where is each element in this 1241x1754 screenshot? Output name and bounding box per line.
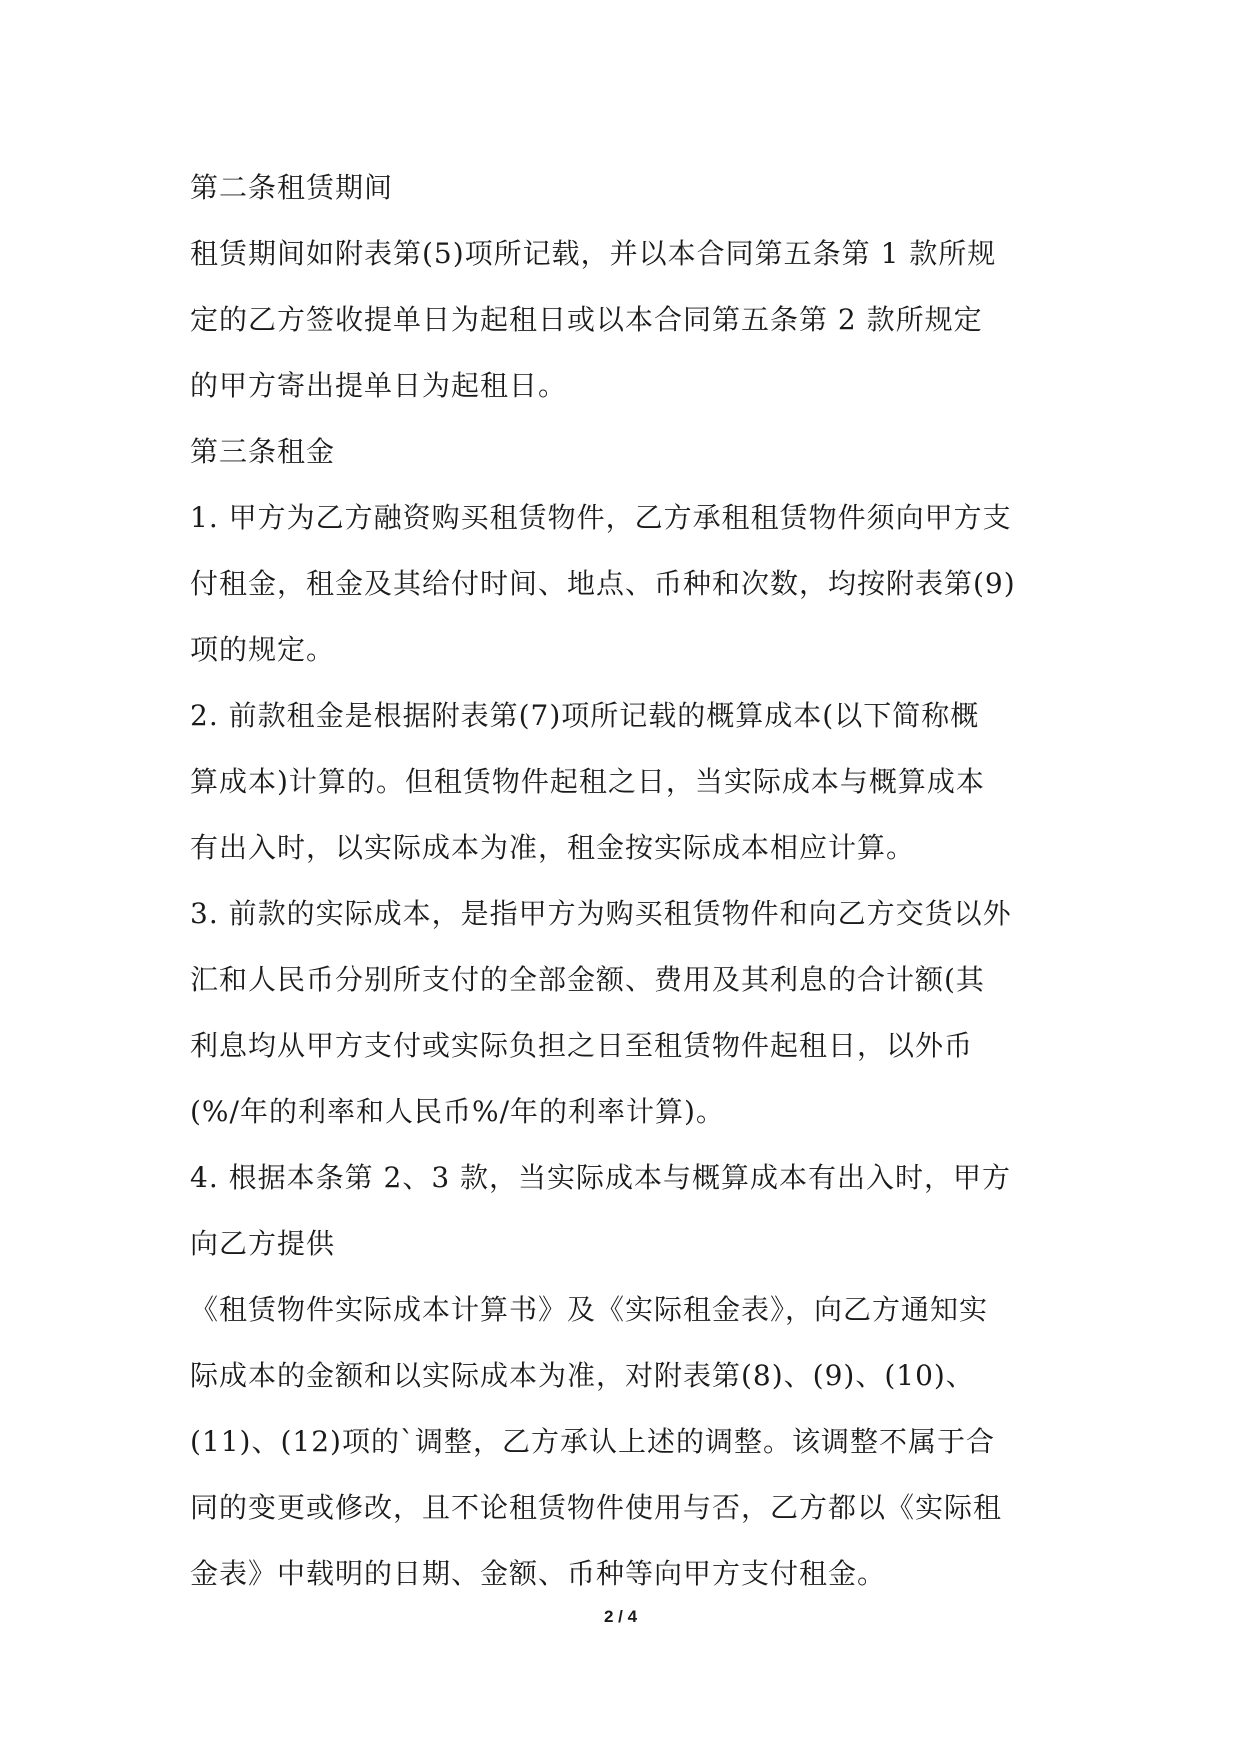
article-2-heading: 第二条租赁期间: [190, 171, 394, 204]
document-body: [190, 155, 1070, 1607]
text-line: 《租赁物件实际成本计算书》及《实际租金表》，向乙方通知实: [190, 1293, 989, 1326]
text-line: 定的乙方签收提单日为起租日或以本合同第五条第 2 款所规定: [190, 303, 983, 336]
text-line: 1. 甲方为乙方融资购买租赁物件，乙方承租租赁物件须向甲方支: [190, 501, 1012, 534]
text-line: (%/年的利率和人民币%/年的利率计算)。: [190, 1095, 725, 1128]
text-line: 项的规定。: [190, 633, 336, 666]
text-line: 向乙方提供: [190, 1227, 336, 1260]
text-line: 汇和人民币分别所支付的全部金额、费用及其利息的合计额(其: [190, 963, 985, 996]
text-line: 同的变更或修改，且不论租赁物件使用与否，乙方都以《实际租: [190, 1491, 1003, 1524]
article-3-heading: 第三条租金: [190, 435, 336, 468]
text-line: 4. 根据本条第 2、3 款，当实际成本与概算成本有出入时，甲方: [190, 1161, 1012, 1194]
text-line: 算成本)计算的。但租赁物件起租之日，当实际成本与概算成本: [190, 765, 985, 798]
text-line: 2. 前款租金是根据附表第(7)项所记载的概算成本(以下简称概: [190, 699, 980, 732]
text-line: 有出入时，以实际成本为准，租金按实际成本相应计算。: [190, 831, 916, 864]
text-line: 际成本的金额和以实际成本为准，对附表第(8)、(9)、(10)、: [190, 1359, 975, 1392]
page-number: 2 / 4: [603, 1607, 638, 1626]
text-line: 金表》中载明的日期、金额、币种等向甲方支付租金。: [190, 1557, 887, 1590]
text-line: 利息均从甲方支付或实际负担之日至租赁物件起租日，以外币: [190, 1029, 974, 1062]
text-line: 租赁期间如附表第(5)项所记载，并以本合同第五条第 1 款所规: [190, 237, 997, 270]
text-line: 的甲方寄出提单日为起租日。: [190, 369, 568, 402]
text-line: 付租金，租金及其给付时间、地点、币种和次数，均按附表第(9): [190, 567, 1016, 600]
text-line: 3. 前款的实际成本，是指甲方为购买租赁物件和向乙方交货以外: [190, 897, 1012, 930]
text-line: (11)、(12)项的`调整，乙方承认上述的调整。该调整不属于合: [190, 1425, 995, 1458]
